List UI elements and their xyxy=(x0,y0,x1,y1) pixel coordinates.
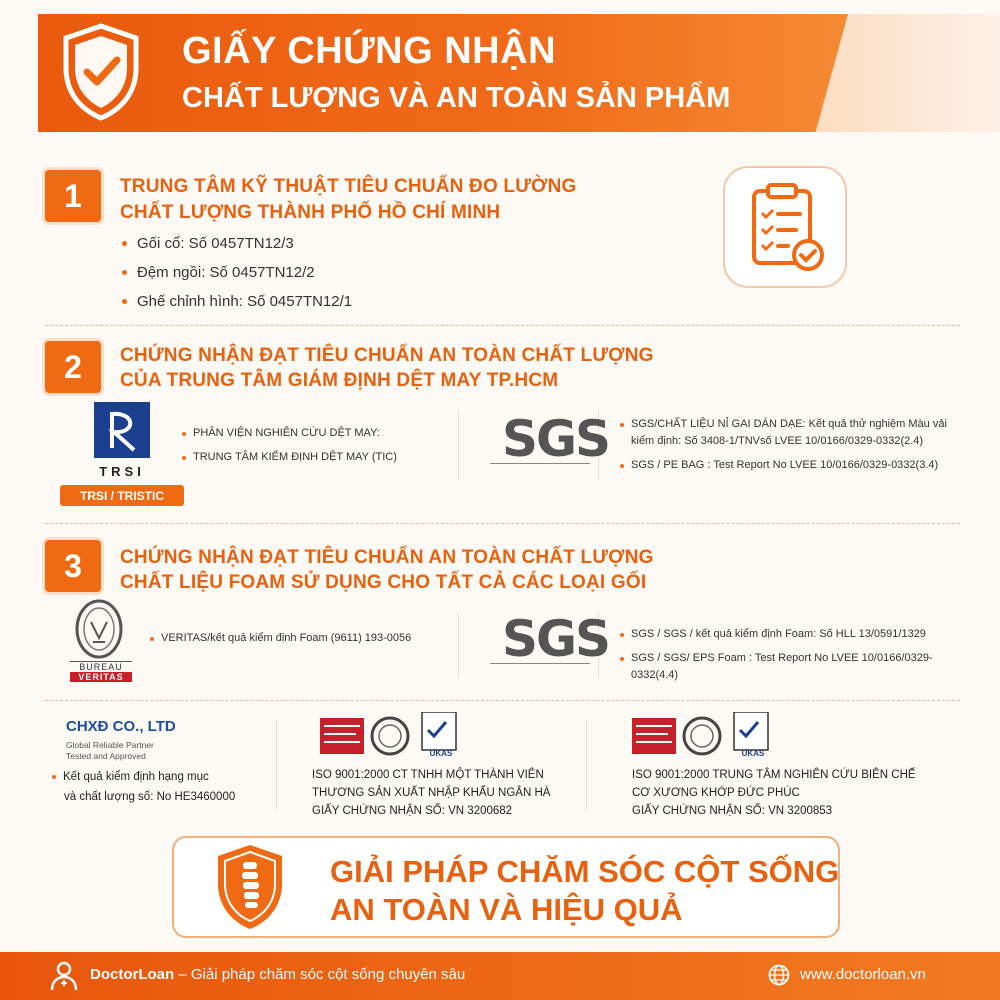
list-item: TRUNG TÂM KIỂM ĐỊNH DỆT MAY (TIC) xyxy=(182,449,397,466)
page-title: GIẤY CHỨNG NHẬN xyxy=(182,30,557,72)
banner-slogan-line2: AN TOÀN VÀ HIỆU QUẢ xyxy=(330,892,683,927)
list-item: Ghế chỉnh hình: Số 0457TN12/1 xyxy=(122,287,352,316)
section3-right-list xyxy=(620,626,970,691)
sgs-logo-underline xyxy=(490,663,590,664)
vertical-divider xyxy=(586,720,587,810)
globe-icon xyxy=(768,964,790,986)
section1-title-line1: TRUNG TÂM KỸ THUẬT TIÊU CHUẨN ĐO LƯỜNG xyxy=(120,176,577,197)
section3-title-line1: CHỨNG NHẬN ĐẠT TIÊU CHUẨN AN TOÀN CHẤT LƯỢNG xyxy=(120,547,654,568)
section1-list xyxy=(122,229,352,316)
section-divider xyxy=(45,523,960,524)
bureau-veritas-bottom-text: VERITAS xyxy=(70,672,132,682)
section1-title-line2: CHẤT LƯỢNG THÀNH PHỐ HỒ CHÍ MINH xyxy=(120,202,501,223)
list-item: Gối cổ: Số 0457TN12/3 xyxy=(122,229,352,258)
section2-title-line1: CHỨNG NHẬN ĐẠT TIÊU CHUẨN AN TOÀN CHẤT LƯỢNG xyxy=(120,345,654,366)
section-number-2: 2 xyxy=(45,341,101,393)
list-item: SGS / SGS / kết quả kiểm định Foam: Số HLL 13/0591/1329 xyxy=(620,626,970,643)
header xyxy=(0,0,1000,138)
trsi-logo-text: TRSI xyxy=(99,464,145,479)
trsi-label: TRSI / TRISTIC xyxy=(60,485,184,506)
clipboard-check-icon xyxy=(722,165,848,289)
iso1-line3: GIẤY CHỨNG NHẬN SỐ: VN 3200682 xyxy=(312,805,513,817)
iso2-line3: GIẤY CHỨNG NHẬN SỐ: VN 3200853 xyxy=(632,805,833,817)
list-item: SGS / PE BAG : Test Report No LVEE 10/0166/0329-0332(3.4) xyxy=(620,457,960,474)
bureau-veritas-top-text: BUREAU xyxy=(70,661,132,672)
section-number-1: 1 xyxy=(45,170,101,222)
section3-left-list xyxy=(150,630,411,654)
vertical-divider xyxy=(458,612,459,678)
company-item-continued: và chất lượng số: No HE3460000 xyxy=(64,791,236,803)
section-number-3: 3 xyxy=(45,540,101,592)
list-item: PHÂN VIỆN NGHIÊN CỨU DỆT MAY: xyxy=(182,425,397,442)
company-subtitle: Tested and Approved xyxy=(66,751,146,761)
section3-title-line2: CHẤT LIỆU FOAM SỬ DỤNG CHO TẤT CẢ CÁC LOẠI GỐI xyxy=(120,572,647,593)
list-item: SGS/CHẤT LIỆU NỈ GAI DÁN DẠE: Kết quả thử nghiệm Màu vải kiểm định: Số 3408-1/TNVsố LVEE 10/0166/0329-0332(2.4) xyxy=(620,416,960,450)
section2-title-line2: CỦA TRUNG TÂM GIÁM ĐỊNH DỆT MAY TP.HCM xyxy=(120,370,559,391)
sgs-logo: SGS xyxy=(502,410,610,468)
iso1-line1: ISO 9001:2000 CT TNHH MỘT THÀNH VIÊN xyxy=(312,769,544,781)
iso2-line1: ISO 9001:2000 TRUNG TÂM NGHIÊN CỨU BIÊN CHẾ xyxy=(632,769,916,781)
iso1-line2: THƯƠNG SẢN XUẤT NHẬP KHẨU NGÂN HÀ xyxy=(312,787,551,799)
company-subtitle: Global Reliable Partner xyxy=(66,740,154,750)
sgs-logo-underline xyxy=(490,463,590,464)
iso2-line2: CƠ XƯƠNG KHỚP ĐỨC PHÚC xyxy=(632,787,800,799)
footer-brand: DoctorLoan – Giải pháp chăm sóc cột sống chuyên sâu xyxy=(90,966,466,983)
doctor-icon xyxy=(50,961,78,991)
bureau-veritas-seal xyxy=(73,598,125,660)
section2-right-list xyxy=(620,416,960,481)
shield-check-icon xyxy=(60,22,142,122)
section-divider xyxy=(45,700,960,701)
spine-shield-icon xyxy=(214,842,286,932)
section-divider xyxy=(45,325,960,326)
ukas-text: UKAS xyxy=(429,749,453,758)
page-subtitle: CHẤT LƯỢNG VÀ AN TOÀN SẢN PHẨM xyxy=(182,82,731,114)
vertical-divider xyxy=(276,720,277,810)
banner-slogan-line1: GIẢI PHÁP CHĂM SÓC CỘT SỐNG xyxy=(330,854,840,889)
list-item: Đệm ngồi: Số 0457TN12/2 xyxy=(122,258,352,287)
section2-left-list xyxy=(182,425,397,473)
sgs-logo: SGS xyxy=(502,610,610,668)
ukas-text: UKAS xyxy=(741,749,765,758)
company-name: CHXĐ CO., LTD xyxy=(66,718,176,735)
list-item: VERITAS/kết quả kiểm định Foam (9611) 193-0056 xyxy=(150,630,411,647)
footer-website-link[interactable]: www.doctorloan.vn xyxy=(800,966,926,983)
company-item: Kết quả kiểm định hạng mục xyxy=(52,768,209,786)
vertical-divider xyxy=(458,410,459,480)
list-item: SGS / SGS/ EPS Foam : Test Report No LVEE 10/0166/0329-0332(4.4) xyxy=(620,650,970,684)
